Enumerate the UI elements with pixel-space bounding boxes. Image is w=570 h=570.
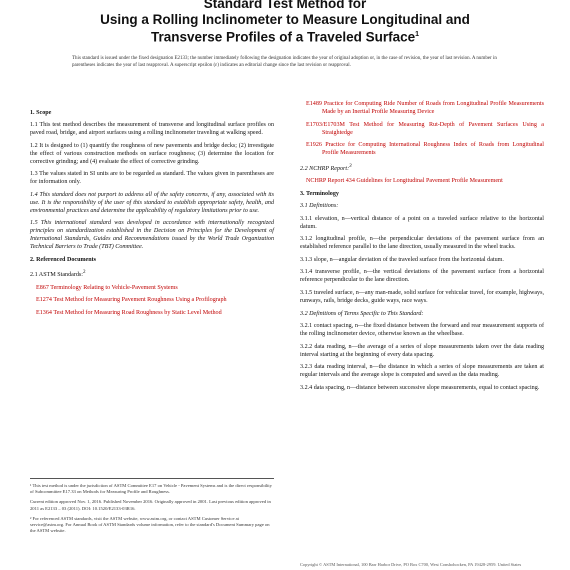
reference-e1489: E1489 Practice for Computing Ride Number of Roads from Longitudinal Profile Measurements Made by an Inertial Profile Measuring Device — [306, 101, 545, 115]
definition-slope: 3.1.3 slope, n—angular deviation of the traveled surface from the horizontal datum. — [300, 256, 504, 263]
reference-e1703: E1703/E1703M Test Method for Measuring Rut-Depth of Pavement Surfaces Using a Straightedge — [306, 121, 544, 136]
reference-link-e1489[interactable]: E1489 — [306, 101, 322, 107]
reference-nchrp-434: NCHRP Report 434 Guidelines for Longitudinal Pavement Profile Measurement — [306, 178, 503, 185]
footnote-1-edition: Current edition approved Nov. 1, 2016. Published November 2016. Originally approved in 2001. Last previous edition approved in 2011 as E2133 – 03 (2011). DOI: 10.1520/E2133-03R16. — [30, 499, 271, 511]
document-title — [0, 0, 570, 45]
paragraph-2-2: 2.2 NCHRP Report:$^3$ — [300, 162, 352, 172]
section-heading-referenced-documents: 2. Referenced Documents — [30, 256, 97, 263]
title-line-2: Using a Rolling Inclinometer to Measure Longitudinal and — [100, 11, 470, 27]
reference-e1274: E1274 Test Method for Measuring Pavement Roughness Using a Profilograph — [36, 297, 227, 304]
paragraph-3-1: 3.1 Definitions: — [300, 203, 339, 209]
title-footnote-mark: 1 — [415, 31, 420, 38]
footnote-1: ¹ This test method is under the jurisdiction of ASTM Committee E17 on Vehicle - Pavement Systems and is the direct responsibility of Subcommittee E17.33 on Methods for Measuring Profile and Roughness. — [30, 483, 272, 495]
footnotes — [30, 478, 274, 538]
reference-link-e1926[interactable]: E1926 — [306, 142, 322, 149]
reference-link-e1703[interactable]: E1703/E1703M — [306, 121, 345, 128]
paragraph-2-1: 2.1 ASTM Standards:$^2$ — [30, 268, 86, 278]
paragraph-1-3: 1.3 The values stated in SI units are to be regarded as standard. The values given in parentheses are for information only. — [30, 171, 274, 186]
issue-notice: This standard is issued under the fixed designation E2133; the number immediately following the designation indicates the year of original adoption or, in the case of revision, the year of last revision. A number in parentheses indicates the year of last reapproval. A superscript epsilon (ε) indicates an editorial change since the last revision or reapproval. — [72, 56, 497, 68]
left-column — [30, 106, 274, 321]
reference-link-e1364[interactable]: E1364 — [36, 309, 52, 316]
definition-data-reading: 3.2.2 data reading, n—the average of a series of slope measurements taken over the data reading interval starting at the beginning of every data spacing. — [300, 343, 544, 358]
paragraph-3-2: 3.2 Definitions of Terms Specific to This Standard: — [300, 310, 424, 317]
footnote-2: ² For referenced ASTM standards, visit the ASTM website, www.astm.org, or contact ASTM Customer Service at service@astm.org. For Annual Book of ASTM Standards volume information, refer to the standard's Document Summary page on the ASTM website. — [30, 515, 270, 534]
paragraph-1-5: 1.5 This international standard was developed in accordance with internationally recognized principles on standardization established in the Decision on Principles for the Development of International Standards, Guides and Recommendations issued by the World Trade Organization Technical Barriers to Trade (TBT) Committee. — [30, 220, 274, 251]
definition-traveled-surface: 3.1.5 traveled surface, n—any man-made, solid surface for vehicular travel, for example, highways, runways, rails, bridge decks, guide ways, race ways. — [300, 289, 544, 304]
definition-transverse-profile: 3.1.4 transverse profile, n—the vertical deviations of the pavement surface from a horizontal reference perpendicular to the lane direction. — [300, 269, 544, 284]
definition-data-spacing: 3.2.4 data spacing, n—distance between successive slope measurements, equal to contact spacing. — [300, 384, 540, 391]
paragraph-1-1: 1.1 This test method describes the measurement of transverse and longitudinal surface profiles on paved road, bridge, and airport surfaces using a rolling inclinometer traveling at walking speed. — [30, 122, 274, 136]
reference-link-e1274[interactable]: E1274 — [36, 297, 52, 304]
reference-link-nchrp[interactable]: NCHRP Report 434 — [306, 178, 355, 185]
paragraph-1-4: 1.4 This standard does not purport to address all of the safety concerns, if any, associated with its use. It is the responsibility of the user of this standard to establish appropriate safety, health, and environmental practices and determine the applicability of regulatory limitations prior to use. — [30, 191, 274, 214]
definition-elevation: 3.1.1 elevation, n—vertical distance of a point on a traveled surface relative to the horizontal datum. — [300, 215, 544, 230]
title-line-3: Transverse Profiles of a Traveled Surface$^1$ — [150, 29, 420, 45]
definition-contact-spacing: 3.2.1 contact spacing, n—the fixed distance between the forward and rear measurement supports of the rolling inclinometer device, otherwise known as the wheelbase. — [300, 323, 544, 338]
reference-e1926: E1926 Practice for Computing International Roughness Index of Roads from Longitudinal Profile Measurements — [306, 142, 544, 157]
paragraph-1-2: 1.2 It is designed to (1) quantify the roughness of new pavements and bridge decks; (2) investigate the effect of various construction methods on surface roughness; (3) determine the location for corrective grinding; and (4) evaluate the effect of corrective grinding. — [30, 142, 274, 165]
reference-link-e867[interactable]: E867 — [36, 284, 49, 291]
reference-e867: E867 Terminology Relating to Vehicle-Pavement Systems — [36, 284, 178, 291]
reference-e1364: E1364 Test Method for Measuring Road Roughness by Static Level Method — [36, 309, 222, 316]
definition-longitudinal-profile: 3.1.2 longitudinal profile, n—the perpendicular deviations of the pavement surface from an established reference parallel to the lane direction, usually measured in the wheel tracks. — [300, 236, 544, 251]
right-column — [300, 100, 544, 397]
section-heading-scope: 1. Scope — [30, 110, 52, 116]
copyright-line: Copyright © ASTM International, 100 Barr Harbor Drive, PO Box C700, West Conshohocken, PA 19428-2959. United States — [300, 562, 522, 567]
section-heading-terminology: 3. Terminology — [300, 191, 339, 197]
definition-data-reading-interval: 3.2.3 data reading interval, n—the distance in which a series of slope measurements are taken at regular intervals and the average slope is computed and saved as the data reading. — [300, 364, 544, 379]
title-line-1: Standard Test Method for — [203, 0, 367, 11]
